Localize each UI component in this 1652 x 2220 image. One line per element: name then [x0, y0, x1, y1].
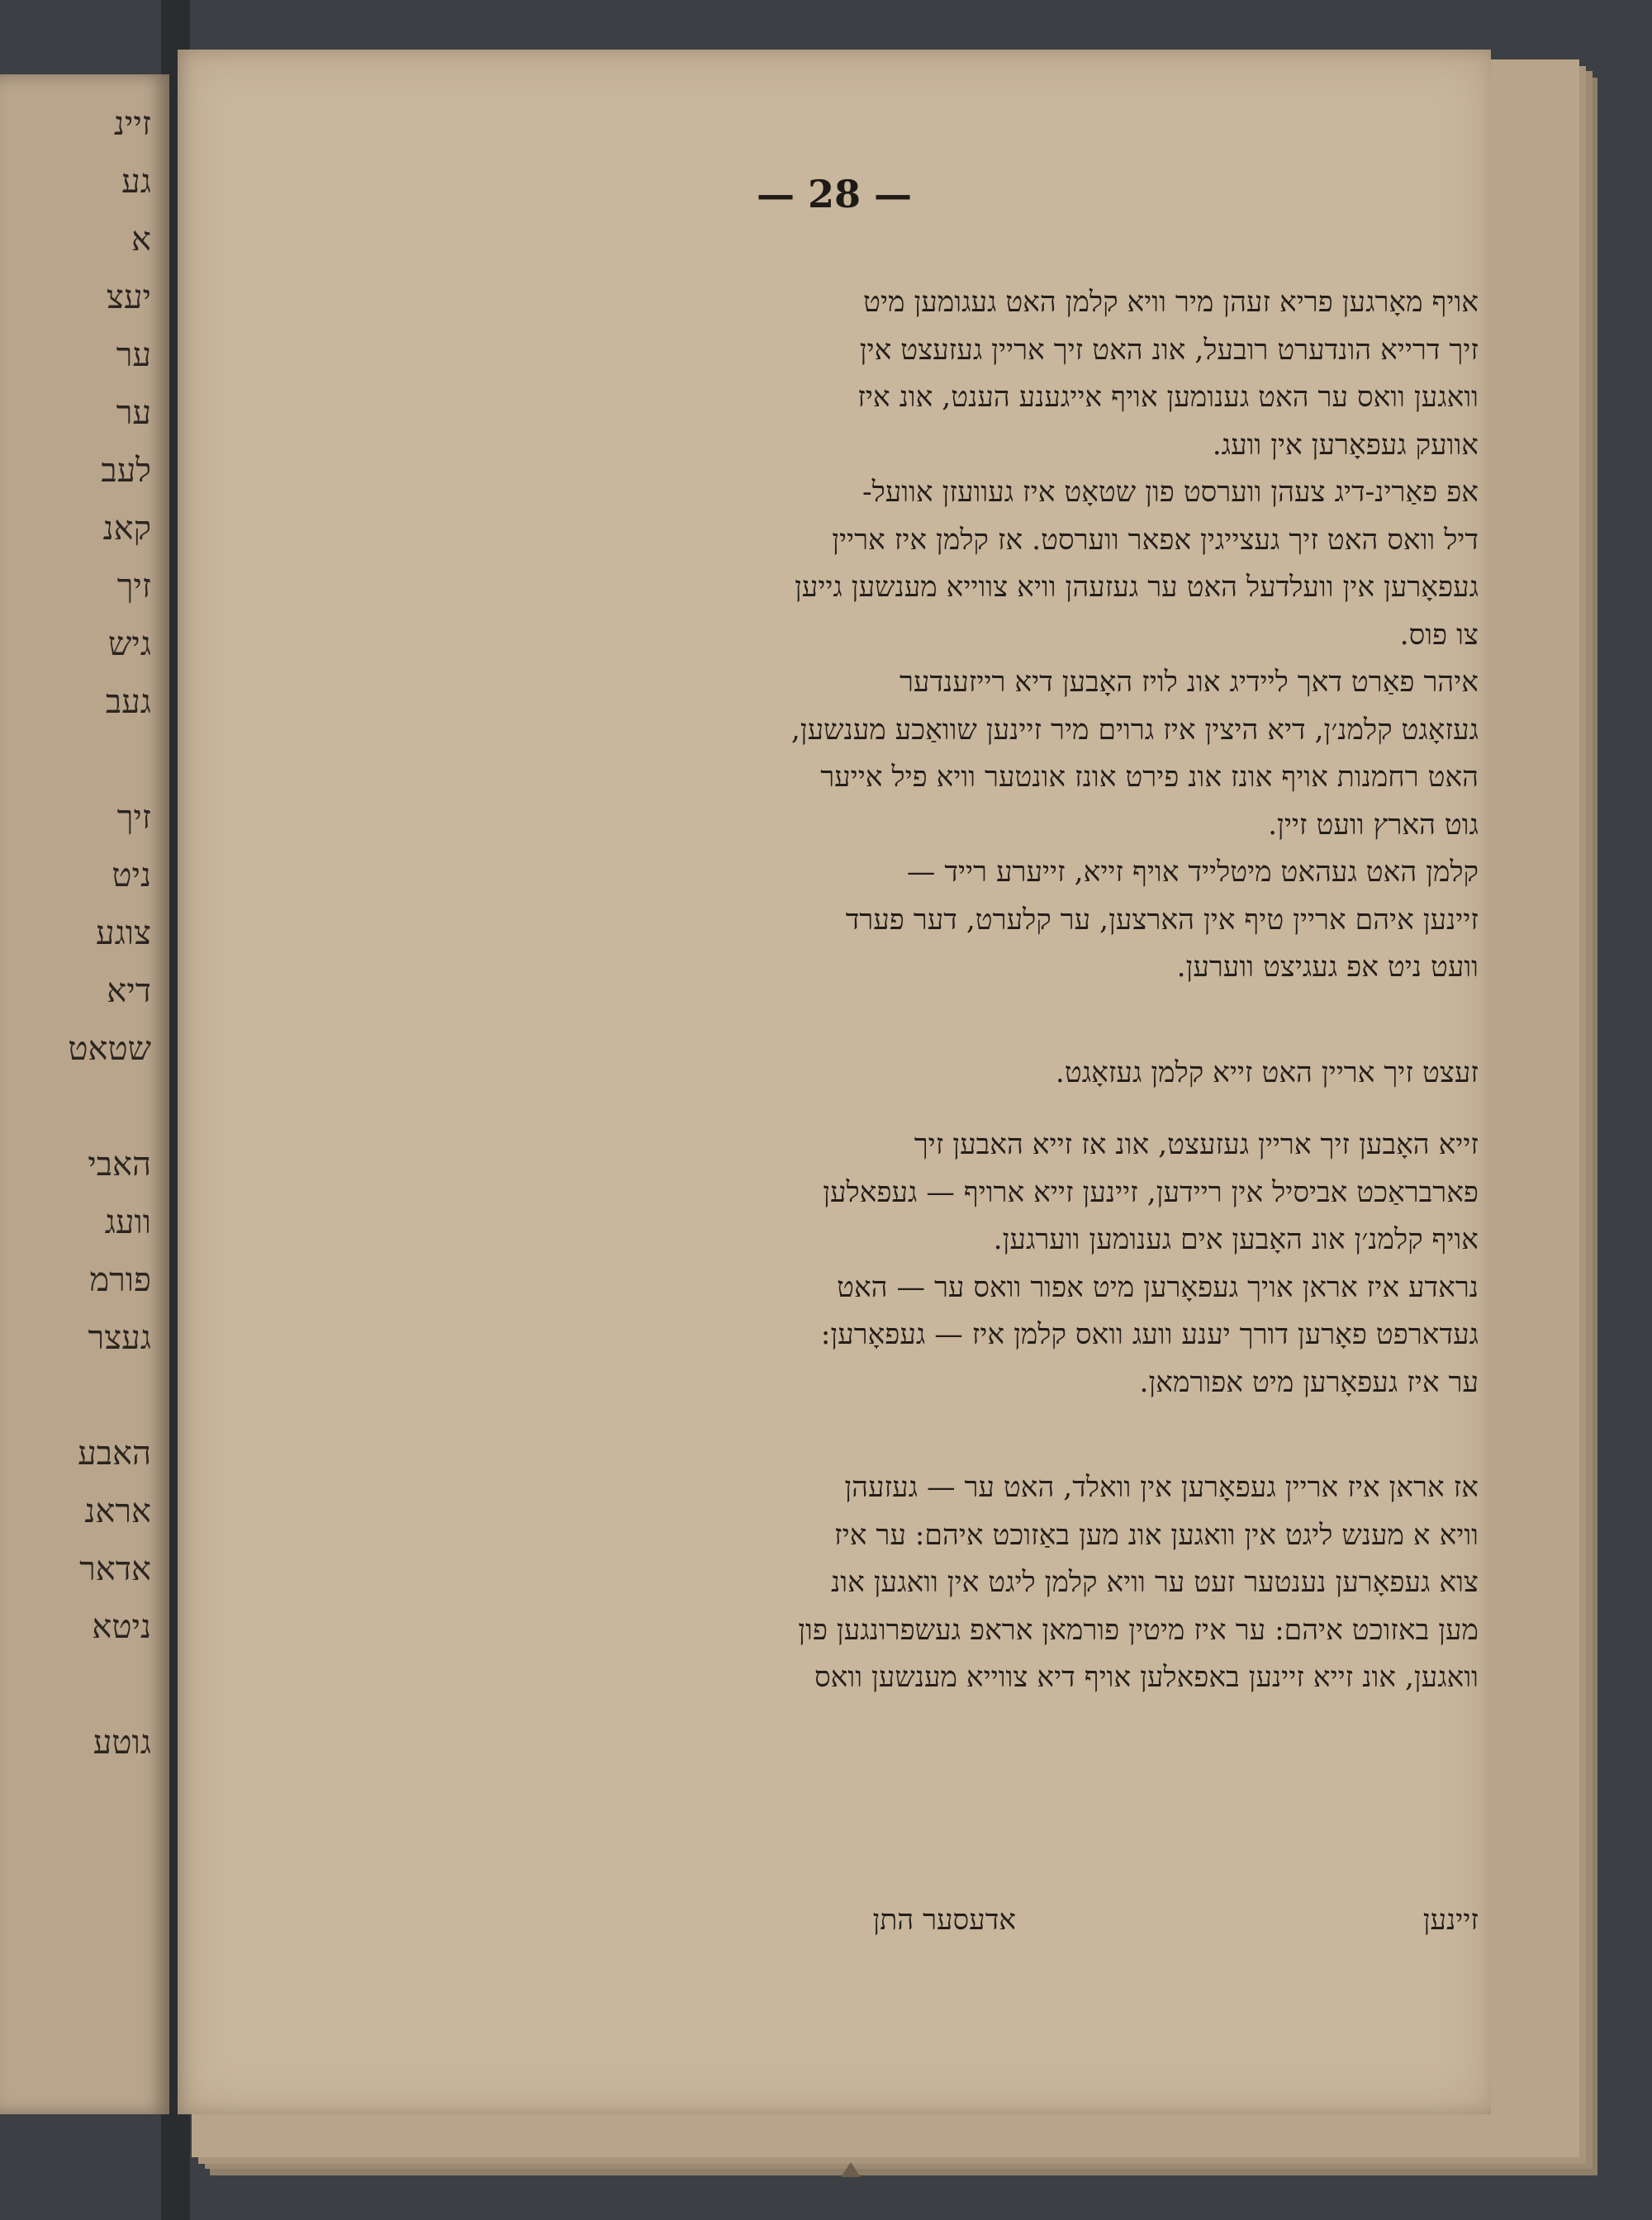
page-number: — 28 — [756, 172, 913, 216]
text-line: אז אראן איז אריין געפאָרען אין וואלד, האט ער — געזעהן [844, 1471, 1479, 1504]
text-line: זיך דרייא הונדערט רובעל, אונ האט זיך אריין געזעצט אין [859, 333, 1479, 367]
edge-fragment: קאנ [102, 510, 151, 548]
paragraph [306, 469, 1479, 659]
text-line: אפ פאַרינ-דיג צעהן ווערסט פון שטאָט איז געוועזן אוועל- [862, 476, 1479, 509]
running-footer: אדעסער התן [872, 1904, 1016, 1937]
text-line: וועט ניט אפ געגיצט ווערען. [1176, 951, 1479, 984]
text-line: זייא האָבען זיך אריין געזעצט, אונ אז זייא האבען זיך [914, 1128, 1479, 1161]
edge-fragment: זיינ [113, 105, 151, 143]
text-line: ער איז געפאָרען מיט אפורמאן. [1139, 1365, 1479, 1399]
edge-fragment: שטאט [68, 1030, 151, 1068]
edge-fragment: האבי [88, 1146, 151, 1184]
text-line: קלמן האט געהאט מיטלייד אויף זייא, זייערע רייד — [906, 856, 1479, 889]
text-line: איהר פאַרט דאך ליידיג אונ לויז האָבען דיא רייזענדער [899, 666, 1479, 699]
paragraph [306, 1464, 1479, 1702]
edge-fragment: האבע [78, 1435, 151, 1473]
text-line: אוועק געפאָרען אין וועג. [1212, 428, 1479, 462]
catchword-row [306, 1904, 1479, 1953]
paragraph [306, 849, 1479, 992]
edge-fragment: ניט [112, 856, 151, 894]
text-line: גוט הארץ וועט זיין. [1268, 808, 1479, 842]
edge-fragment: ער [116, 394, 151, 432]
text-line: זעצט זיך אריין האט זייא קלמן געזאָגט. [1055, 1055, 1479, 1089]
text-line: צו פוס. [1399, 618, 1479, 652]
text-line: אויף קלמנ׳ן אונ האָבען אים גענומען ווערגען. [993, 1223, 1479, 1256]
edge-fragment: צוגע [95, 914, 151, 952]
edge-fragment: דיא [107, 972, 151, 1010]
edge-fragment: אדאר [79, 1550, 151, 1588]
paragraph [306, 659, 1479, 849]
text-line: דיל וואס האט זיך געצייגין אפאר ווערסט. אז קלמן איז אריין [832, 523, 1479, 557]
text-line: צוא געפאָרען נענטער זעט ער וויא קלמן ליגט אין וואגען אונ [831, 1566, 1479, 1599]
edge-fragment: זיך [116, 567, 151, 605]
text-line: וואגען, אונ זייא זיינען באפאלען אויף דיא צווייא מענשען וואס [814, 1661, 1479, 1694]
text-line: מען באזוכט איהם: ער איז מיטין פורמאן אראפ געשפרונגען פון [798, 1613, 1479, 1647]
edge-fragment: געצר [88, 1319, 151, 1357]
edge-fragment: געב [105, 683, 151, 721]
edge-fragment: לעב [101, 452, 151, 490]
edge-fragment: זיך [116, 799, 151, 837]
edge-fragment: וועג [104, 1203, 151, 1241]
edge-fragment: ניטא [92, 1608, 151, 1646]
text-line: נראדע איז אראן אויך געפאָרען מיט אפור וואס ער — האט [837, 1270, 1479, 1304]
paragraph [306, 279, 1479, 469]
text-line: וויא א מענש ליגט אין וואגען אונ מען באַזוכט איהם: ער איז [834, 1518, 1479, 1552]
edge-fragment: אראנ [84, 1492, 151, 1530]
edge-fragment: גיש [107, 625, 151, 663]
edge-fragment: פורמ [89, 1261, 151, 1299]
edge-fragment: גוטע [93, 1724, 151, 1762]
text-line: האט רחמנות אויף אונז אונ פירט אונז אונטער וויא פיל אייער [820, 761, 1479, 794]
text-line: געפאָרען אין וועלדעל האט ער געזעהן וויא צווייא מענשען גייען [795, 571, 1479, 604]
edge-fragment: א [131, 221, 151, 259]
text-line: אויף מאָרגען פריא זעהן מיר וויא קלמן האט געגומען מיט [863, 286, 1479, 319]
paragraph [306, 1122, 1479, 1264]
paragraph [306, 1050, 1479, 1098]
text-line: פארבראַכט אביסיל אין ריידען, זיינען זייא ארויף — געפאלען [823, 1175, 1479, 1209]
page-crease-mark [841, 2162, 861, 2177]
book-page [178, 50, 1491, 2114]
text-line: געדארפט פאָרען דורך יענע וועג וואס קלמן איז — געפאָרען: [820, 1318, 1479, 1351]
edge-fragment: ער [116, 336, 151, 374]
edge-fragment: יעצ [106, 278, 151, 316]
previous-page-edge [0, 74, 169, 2114]
catchword-right: זיינען [1422, 1904, 1479, 1937]
text-line: געזאָגט קלמנ׳ן, דיא היצין איז גרוים מיר זיינען שוואַכע מענשען, [790, 713, 1479, 747]
page-text [306, 279, 1479, 1702]
paragraph [306, 1264, 1479, 1407]
text-line: זיינען איהם אריין טיף אין הארצען, ער קלערט, דער פערד [845, 903, 1479, 937]
text-line: וואגען וואס ער האט גענומען אויף אייגענע הענט, אונ איז [857, 381, 1479, 414]
edge-fragment: גע [121, 163, 151, 201]
